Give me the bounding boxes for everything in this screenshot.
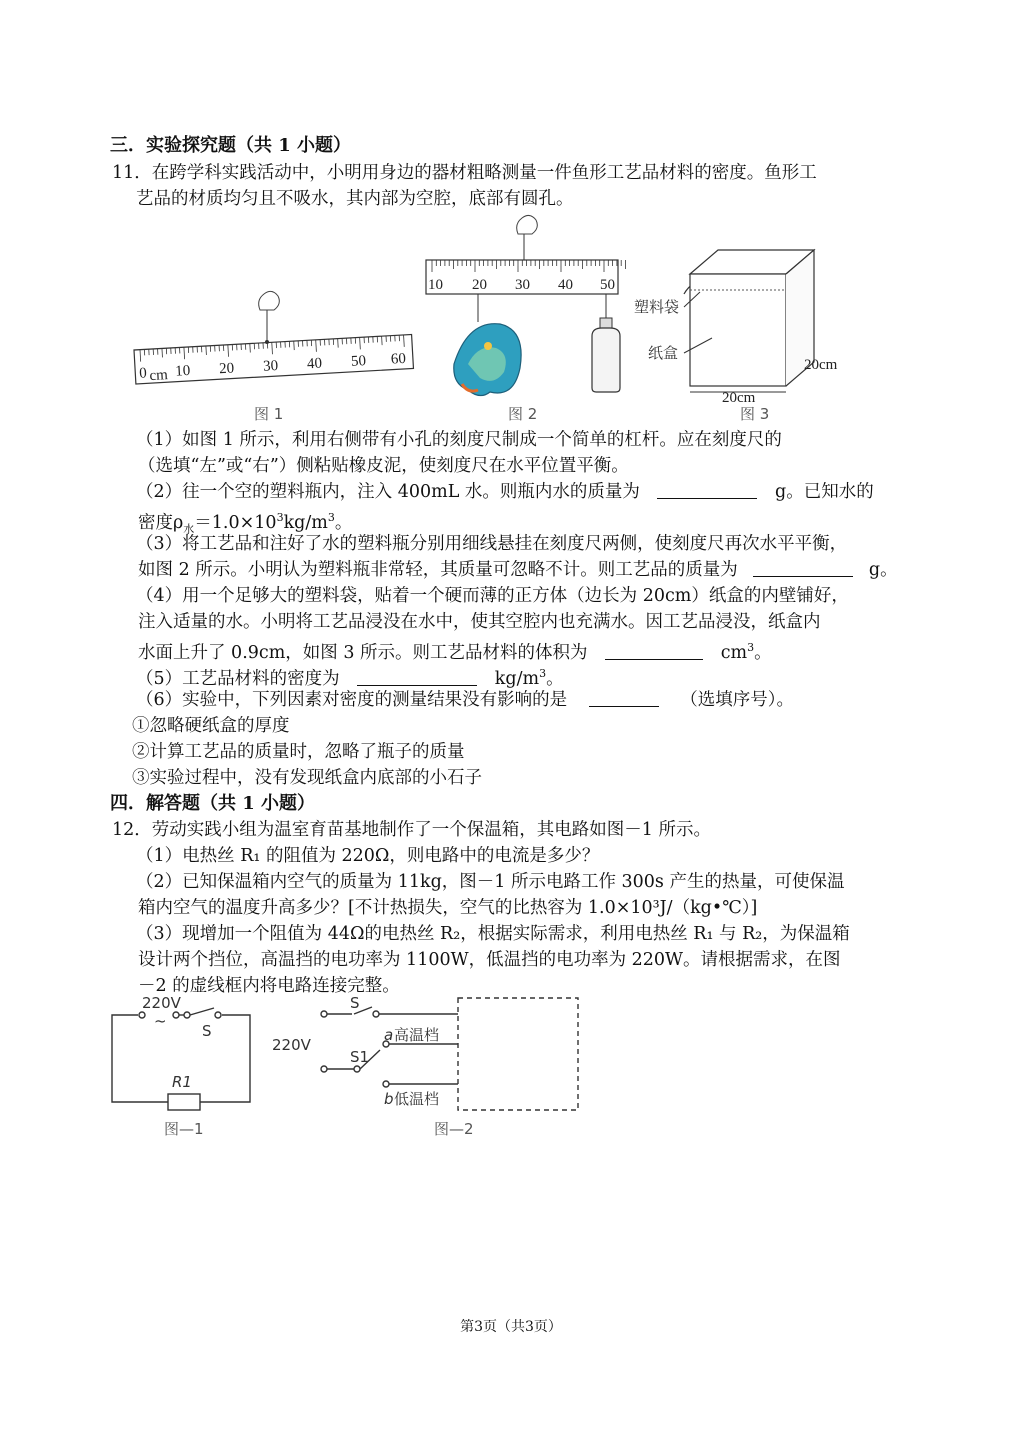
circuit2-terminal-a: a (384, 1026, 394, 1044)
q11-p5-answer-blank[interactable] (357, 667, 477, 686)
fig1-unit: cm (149, 367, 169, 385)
q11-p6 (136, 687, 794, 713)
fig3-depth-label: 20cm (804, 357, 838, 373)
fig2-hand-icon (517, 215, 538, 234)
fig2-tick-50: 50 (600, 277, 615, 293)
q11-p4-line2: 注入适量的水。小明将工艺品浸没在水中，使其空腔内也充满水。因工艺品浸没，纸盒内 (138, 612, 821, 632)
q12-p3-line2: 设计两个挡位，高温挡的电功率为 1100W，低温挡的电功率为 220W。请根据需求，在图 (138, 950, 841, 970)
circuit1-voltage: 220V (142, 994, 181, 1012)
q11-p4-text-a: 水面上升了 0.9cm，如图 3 所示。则工艺品材料的体积为 (138, 642, 588, 663)
q12-p3-line3: －2 的虚线框内将电路连接完整。 (138, 976, 400, 996)
q11-stem-line2: 艺品的材质均匀且不吸水，其内部为空腔，底部有圆孔。 (136, 189, 574, 209)
fig2-caption: 图 2 (508, 405, 538, 423)
q11-p2-text-a: （2）往一个空的塑料瓶内，注入 400mL 水。则瓶内水的质量为 (136, 482, 640, 502)
fig1-tick-30: 30 (262, 357, 279, 375)
density-unit: kg/m (283, 512, 328, 533)
fig1-tick-20: 20 (218, 360, 235, 378)
circuit2-low-label: 低温档 (394, 1090, 440, 1108)
density-value: ＝1.0×10 (194, 512, 277, 533)
fig1-caption: 图 1 (254, 405, 284, 423)
q11-p1-line1: （1）如图 1 所示，利用右侧带有小孔的刻度尺制成一个简单的杠杆。应在刻度尺的 (136, 430, 782, 450)
circuit2-high-label: 高温档 (394, 1026, 440, 1044)
q12-stem: 12．劳动实践小组为温室育苗基地制作了一个保温箱，其电路如图－1 所示。 (112, 820, 711, 840)
fig1-hand-icon (259, 291, 280, 310)
fig2-tick-40: 40 (558, 277, 573, 293)
q11-p5-unit-exp: 3 (539, 667, 547, 680)
circuit1-resistor-label: R1 (172, 1073, 192, 1091)
fig3-box-label: 纸盒 (648, 344, 679, 362)
fig1-tick-60: 60 (390, 350, 407, 368)
q11-p1-line2: （选填“左”或“右”）侧粘贴橡皮泥，使刻度尺在水平位置平衡。 (138, 456, 629, 476)
density-unit-exp: 3 (327, 511, 335, 524)
fig2-tick-10: 10 (428, 277, 443, 293)
section3-title: 三．实验探究题（共 1 小题） (110, 135, 352, 156)
fig3-caption: 图 3 (740, 405, 770, 423)
density-subscript: 水 (183, 522, 195, 536)
q11-p2-answer-blank[interactable] (657, 480, 757, 499)
bottle-icon (592, 318, 620, 392)
q12-p2-line1: （2）已知保温箱内空气的质量为 11kg，图－1 所示电路工作 300s 产生的热量，可使保温 (136, 872, 845, 892)
q11-figures (128, 214, 848, 428)
q11-p3-line2 (138, 557, 898, 583)
q11-option-2: ②计算工艺品的质量时，忽略了瓶子的质量 (132, 742, 465, 762)
svg-text:0: 0 (138, 365, 148, 382)
q12-p1: （1）电热丝 R₁ 的阻值为 220Ω，则电路中的电流是多少？ (136, 846, 600, 866)
q11-p2-text-b: g。已知水的 (775, 482, 874, 502)
q11-option-1: ①忽略硬纸盒的厚度 (132, 716, 290, 736)
circuit2-caption: 图—2 (434, 1120, 474, 1138)
q12-p2-line2: 箱内空气的温度升高多少？[不计热损失，空气的比热容为 1.0×10³J/（kg•℃）] (138, 898, 758, 918)
fig1-tick-10: 10 (174, 362, 191, 380)
page-footer: 第3页（共3页） (460, 1319, 562, 1335)
q11-p4-end: 。 (754, 642, 772, 663)
fig2-tick-30: 30 (515, 277, 530, 293)
circuit2-terminal-b: b (384, 1090, 394, 1108)
fig2-tick-20: 20 (472, 277, 487, 293)
q11-p4-line1: （4）用一个足够大的塑料袋，贴着一个硬而薄的正方体（边长为 20cm）纸盒的内壁铺好， (136, 586, 849, 606)
q11-p4-answer-blank[interactable] (605, 641, 703, 660)
q11-option-3: ③实验过程中，没有发现纸盒内底部的小石子 (132, 768, 482, 788)
q11-p3-text-b: g。 (868, 560, 898, 580)
density-symbol: 密度ρ (138, 512, 184, 533)
q12-p3-line1: （3）现增加一个阻值为 44Ω的电热丝 R₂，根据实际需求，利用电热丝 R₁ 与 R₂，为保温箱 (136, 924, 850, 944)
circuit2-switch-s1: S1 (350, 1048, 370, 1066)
q11-p4-unit: cm (720, 642, 748, 663)
q11-p6-text-b: （选填序号）。 (680, 690, 795, 710)
circuit1-ac-symbol: ~ (154, 1012, 167, 1030)
circuit2-switch-s: S (350, 994, 360, 1012)
fig3-bag-label: 塑料袋 (634, 298, 680, 316)
circuit1-switch-label: S (202, 1022, 212, 1040)
fig2-balance (426, 215, 626, 423)
q11-p5-end: 。 (546, 668, 564, 689)
fish-artwork-icon (454, 324, 521, 396)
q11-p3-text-a: 如图 2 所示。小明认为塑料瓶非常轻，其质量可忽略不计。则工艺品的质量为 (138, 560, 738, 580)
fig3-box (634, 250, 838, 423)
fig1-tick-50: 50 (350, 353, 367, 370)
circuit2-voltage: 220V (272, 1036, 311, 1054)
q11-p5-text: （5）工艺品材料的密度为 (136, 668, 340, 689)
circuit1 (112, 1008, 250, 1110)
fig1-ruler (134, 291, 414, 423)
circuit1-caption: 图—1 (164, 1120, 204, 1138)
q11-p3-answer-blank[interactable] (753, 558, 853, 577)
q12-circuits (104, 994, 594, 1144)
section4-title: 四．解答题（共 1 小题） (110, 793, 316, 814)
density-end: 。 (334, 512, 353, 533)
density-exp: 3 (276, 511, 284, 524)
q11-p5-unit: kg/m (494, 668, 540, 689)
q11-p6-answer-blank[interactable] (589, 688, 659, 707)
fig3-width-label: 20cm (722, 390, 756, 406)
q11-p2-line1 (136, 479, 874, 505)
fig1-tick-40: 40 (306, 355, 323, 373)
q11-p6-text-a: （6）实验中，下列因素对密度的测量结果没有影响的是 (136, 690, 568, 710)
q11-p4-unit-exp: 3 (747, 641, 755, 654)
q11-stem-line1: 11．在跨学科实践活动中，小明用身边的器材粗略测量一件鱼形工艺品材料的密度。鱼形工 (112, 163, 817, 183)
q11-p3-line1: （3）将工艺品和注好了水的塑料瓶分别用细线悬挂在刻度尺两侧，使刻度尺再次水平平衡， (136, 534, 848, 554)
